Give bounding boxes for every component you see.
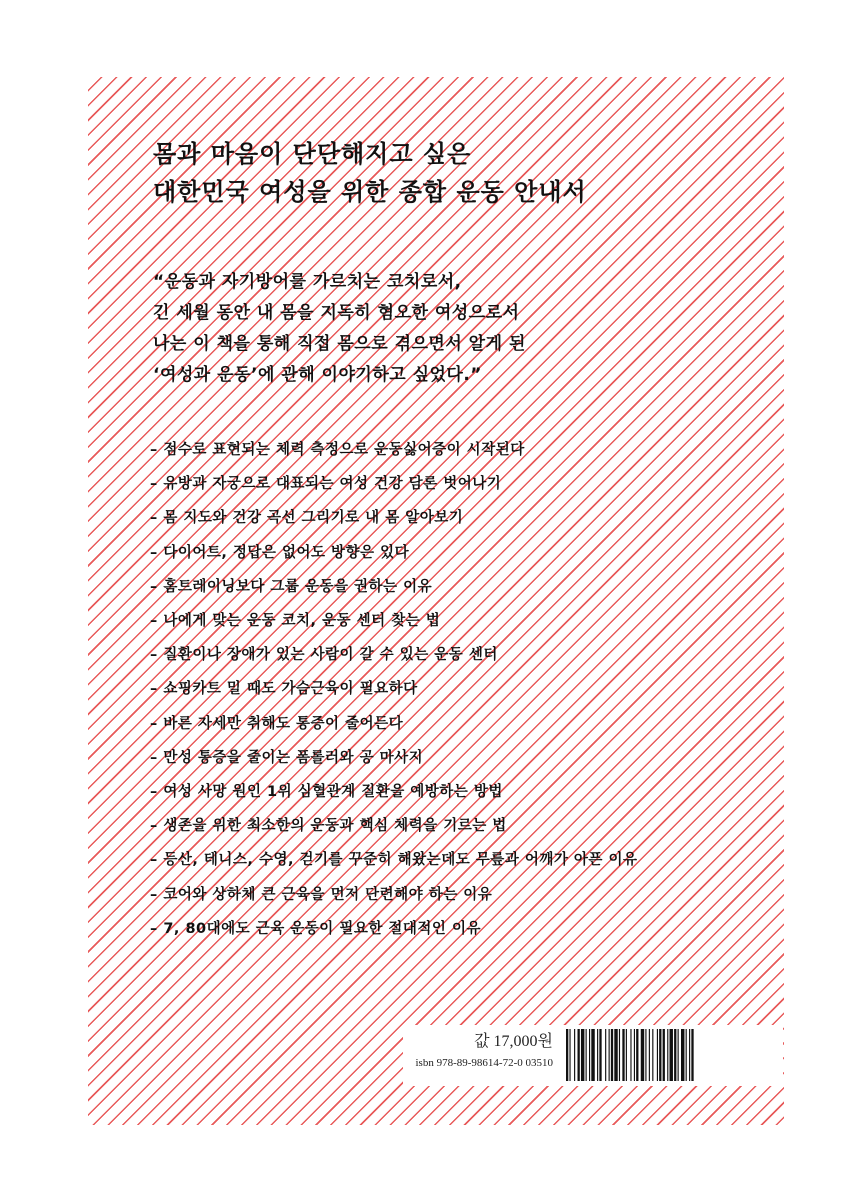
list-item: – 등산, 테니스, 수영, 걷기를 꾸준히 해왔는데도 무릎과 어깨가 아픈 이유 (150, 843, 753, 877)
list-item: – 질환이나 장애가 있는 사람이 갈 수 있는 운동 센터 (150, 638, 753, 672)
list-item: – 7, 80대에도 근육 운동이 필요한 절대적인 이유 (150, 912, 753, 946)
barcode-icon (565, 1029, 777, 1081)
headline-line: 몸과 마음이 단단해지고 싶은 (153, 140, 472, 168)
list-item: – 점수로 표현되는 체력 측정으로 운동싫어증이 시작된다 (150, 433, 753, 467)
list-item: – 다이어트, 정답은 없어도 방향은 있다 (150, 536, 753, 570)
cover-text-block (153, 135, 753, 946)
list-item: – 바른 자세만 취해도 통증이 줄어든다 (150, 707, 753, 741)
contents-list (150, 433, 753, 946)
list-item: – 나에게 맞는 운동 코치, 운동 센터 찾는 법 (150, 604, 753, 638)
quote-line: ‘여성과 운동’에 관해 이야기하고 싶었다.” (153, 365, 482, 385)
price-isbn-text (403, 1031, 553, 1073)
list-item: – 몸 지도와 건강 곡선 그리기로 내 몸 알아보기 (150, 501, 753, 535)
isbn-label: isbn 978-89-98614-72-0 03510 (415, 1057, 553, 1069)
headline-line: 대한민국 여성을 위한 종합 운동 안내서 (153, 178, 587, 206)
list-item: – 코어와 상하체 큰 근육을 먼저 단련해야 하는 이유 (150, 878, 753, 912)
price-label: 값 17,000원 (474, 1033, 553, 1050)
list-item: – 홈트레이닝보다 그룹 운동을 권하는 이유 (150, 570, 753, 604)
list-item: – 만성 통증을 줄이는 폼롤러와 공 마사지 (150, 741, 753, 775)
quote-line: 긴 세월 동안 내 몸을 지독히 혐오한 여성으로서 (153, 303, 520, 323)
list-item: – 여성 사망 원인 1위 심혈관계 질환을 예방하는 방법 (150, 775, 753, 809)
headline (153, 135, 753, 211)
quote-line: “운동과 자기방어를 가르치는 코치로서, (153, 272, 462, 292)
author-quote (153, 267, 753, 391)
list-item: – 생존을 위한 최소한의 운동과 핵심 체력을 기르는 법 (150, 809, 753, 843)
price-isbn-panel (403, 1025, 783, 1086)
quote-line: 나는 이 책을 통해 직접 몸으로 겪으면서 알게 된 (153, 334, 526, 354)
list-item: – 쇼핑카트 밀 때도 가슴근육이 필요하다 (150, 672, 753, 706)
list-item: – 유방과 자궁으로 대표되는 여성 건강 담론 벗어나기 (150, 467, 753, 501)
